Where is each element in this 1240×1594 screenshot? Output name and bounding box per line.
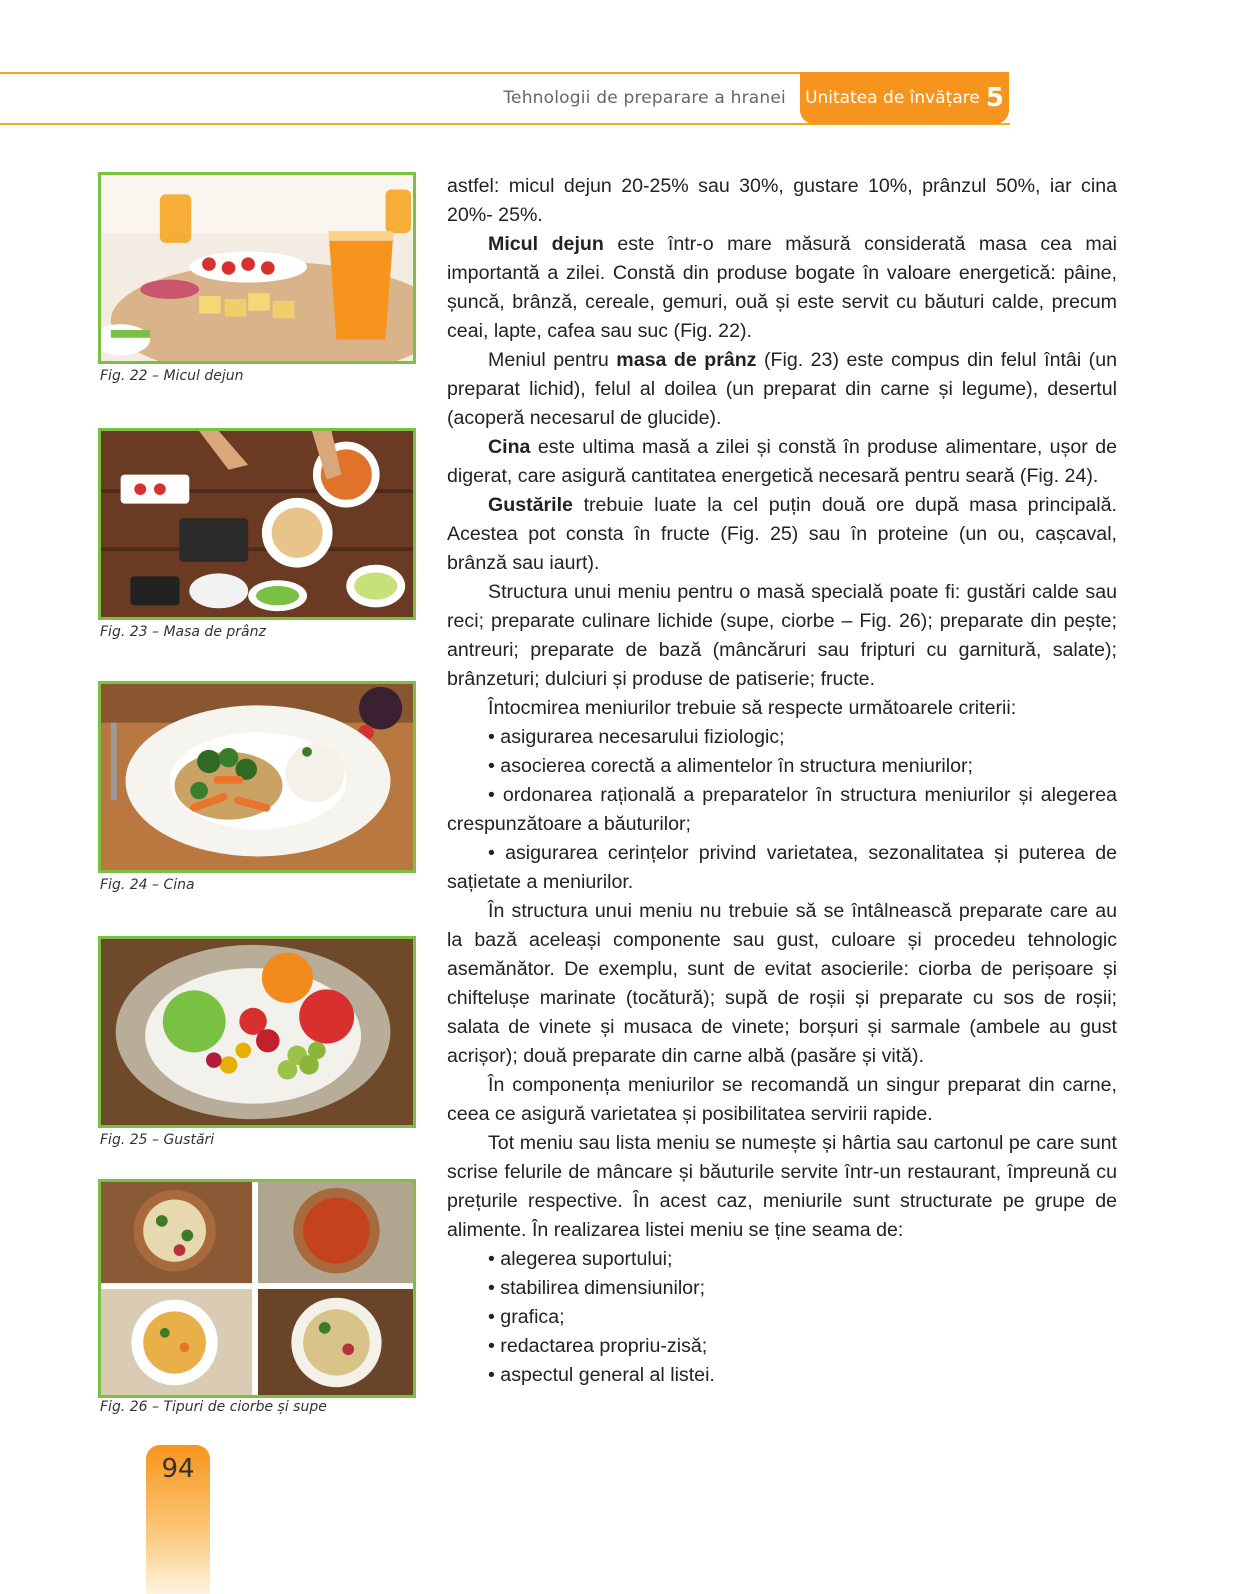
paragraph-criteria-intro: Întocmirea meniurilor trebuie să respecte următoarele criterii: bbox=[488, 697, 1017, 719]
paragraph-menu-list: Tot meniu sau lista meniu se numește și hârtia sau cartonul pe care sunt scrise felurile de mâncare și băuturile servite într-un restaurant, împreună cu prețurile respective. În acest caz, meniurile sunt structurate pe grupe de alimente. În realizarea listei meniu se ține seama de: bbox=[447, 1132, 1117, 1241]
unit-tab bbox=[800, 72, 1009, 124]
figure-25-snacks bbox=[98, 936, 416, 1128]
list-item: • aspectul general al listei. bbox=[488, 1364, 715, 1386]
figure-22-caption: Fig. 22 – Micul dejun bbox=[100, 368, 244, 384]
paragraph-snacks-text: trebuie luate la cel puțin două ore după masa principală. Acestea pot consta în fructe (Fig. 25) sau în proteine (un ou, cașcaval, brânză sau iaurt). bbox=[447, 494, 1117, 574]
lunch-photo-icon bbox=[101, 431, 413, 617]
header-subject: Tehnologii de preparare a hranei bbox=[503, 88, 786, 108]
paragraph-meal-shares: astfel: micul dejun 20-25% sau 30%, gustare 10%, prânzul 50%, iar cina 20%- 25%. bbox=[447, 175, 1117, 226]
paragraph-lunch-text: (Fig. 23) este compus din felul întâi (un preparat lichid), felul al doilea (un preparat din carne și legume), desertul (acoperă necesarul de glucide). bbox=[447, 349, 1117, 429]
term-snacks: Gustările bbox=[488, 494, 573, 516]
paragraph-snacks bbox=[447, 491, 1117, 578]
term-dinner: Cina bbox=[488, 436, 531, 458]
list-item: • alegerea suportului; bbox=[488, 1248, 673, 1270]
paragraph-components: În componența meniurilor se recomandă un singur preparat din carne, ceea ce asigură varietatea și posibilitatea servirii rapide. bbox=[447, 1074, 1117, 1125]
paragraph-special-meal: Structura unui meniu pentru o masă specială poate fi: gustări calde sau reci; preparate culinare lichide (supe, ciorbe – Fig. 26); preparate din pește; antreuri; preparate de bază (mâncăruri sau fripturi cu garnitură, salate); brânzeturi; dulciuri și produse de patiserie; fructe. bbox=[447, 581, 1117, 690]
page-number: 94 bbox=[161, 1454, 195, 1484]
figure-23-lunch bbox=[98, 428, 416, 620]
dinner-photo-icon bbox=[101, 684, 413, 870]
figure-24-caption: Fig. 24 – Cina bbox=[100, 877, 195, 893]
figure-26-caption: Fig. 26 – Tipuri de ciorbe și supe bbox=[100, 1399, 327, 1415]
criteria-item: • asigurarea cerințelor privind varietatea, sezonalitatea și puterea de sațietate a meniurilor. bbox=[447, 842, 1117, 893]
soups-photo-icon bbox=[101, 1182, 413, 1395]
header-rule-top bbox=[0, 72, 800, 74]
unit-number: 5 bbox=[985, 83, 1004, 113]
paragraph-lunch bbox=[447, 346, 1117, 433]
list-item: • redactarea propriu-zisă; bbox=[488, 1335, 708, 1357]
figure-23-caption: Fig. 23 – Masa de prânz bbox=[100, 624, 266, 640]
main-text bbox=[447, 172, 1117, 1390]
list-item: • grafica; bbox=[488, 1306, 565, 1328]
figure-22-breakfast bbox=[98, 172, 416, 364]
figure-25-caption: Fig. 25 – Gustări bbox=[100, 1132, 215, 1148]
snacks-fruit-photo-icon bbox=[101, 939, 413, 1125]
figure-26-soups bbox=[98, 1179, 416, 1398]
unit-label: Unitatea de învățare bbox=[805, 88, 980, 108]
paragraph-dinner-text: este ultima masă a zilei și constă în produse alimentare, ușor de digerat, care asigură cantitatea energetică necesară pentru seară (Fig. 24). bbox=[447, 436, 1117, 487]
list-item: • stabilirea dimensiunilor; bbox=[488, 1277, 706, 1299]
breakfast-photo-icon bbox=[101, 175, 413, 361]
paragraph-dinner bbox=[447, 433, 1117, 491]
paragraph-structure: În structura unui meniu nu trebuie să se întâlnească preparate care au la bază aceleași componente sau gust, culoare și procedeu tehnologic asemănător. De exemplu, sunt de evitat asocierile: ciorba de perișoare și chiftelușe marinate (tocătură); supă de roșii și preparate cu sos de roșii; salata de vinete și musaca de vinete; borșuri și sarmale (ambele au gust acrișor); două preparate din carne albă (pasăre și vită). bbox=[447, 900, 1117, 1067]
figure-24-dinner bbox=[98, 681, 416, 873]
paragraph-breakfast-text: este într-o mare măsură considerată masa cea mai importantă a zilei. Constă din produse bogate în valoare energetică: pâine, șuncă, brânză, cereale, gemuri, ouă și este servit cu băuturi calde, precum ceai, lapte, cafea sau suc (Fig. 22). bbox=[447, 233, 1117, 342]
term-lunch: masa de prânz bbox=[616, 349, 757, 371]
paragraph-breakfast bbox=[447, 230, 1117, 346]
criteria-item: • asocierea corectă a alimentelor în structura meniurilor; bbox=[488, 755, 973, 777]
criteria-item: • ordonarea rațională a preparatelor în structura meniurilor și alegerea crespunzătoare a băuturilor; bbox=[447, 784, 1117, 835]
term-breakfast: Micul dejun bbox=[488, 233, 604, 255]
paragraph-lunch-start: Meniul pentru bbox=[488, 349, 617, 371]
criteria-item: • asigurarea necesarului fiziologic; bbox=[488, 726, 785, 748]
